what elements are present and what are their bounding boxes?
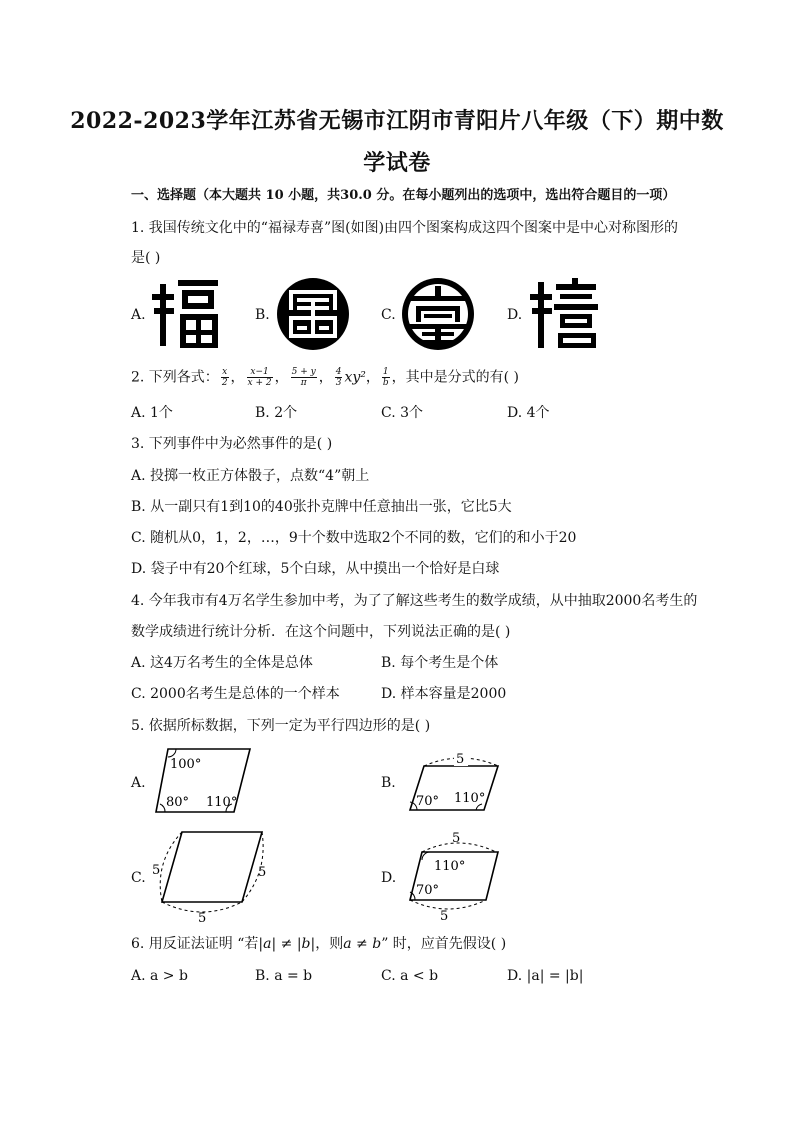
- q5-c-side-left: 5: [152, 863, 161, 878]
- q5-d-angle-top: 110°: [434, 859, 466, 874]
- q4-stem-line2: 数学成绩进行统计分析．在这个问题中，下列说法正确的是( ): [131, 624, 511, 640]
- exam-title-line1: 2022-2023学年江苏省无锡市江阴市青阳片八年级（下）期中数: [70, 108, 724, 134]
- q3-stem: 3. 下列事件中为必然事件的是( ): [131, 436, 333, 452]
- lu-character-icon: [275, 276, 351, 352]
- xi-character-icon: [528, 276, 604, 352]
- q1-stem-line1: 1. 我国传统文化中的“福禄寿喜”图(如图)由四个图案构成这四个图案中是中心对称图形的: [131, 220, 679, 236]
- q2-fraction-1-num: x: [222, 367, 228, 377]
- q6-option-c: C. a < b: [381, 968, 439, 984]
- q2-prefix: 2. 下列各式：: [131, 369, 219, 386]
- q5-option-d-label: D.: [381, 870, 397, 886]
- exam-title-line2: 学试卷: [363, 150, 431, 176]
- fu-character-icon: [150, 276, 226, 352]
- q2-option-b: B. 2个: [255, 405, 298, 421]
- q4-option-c: C. 2000名考生是总体的一个样本: [131, 686, 340, 702]
- q5-figure-d: [402, 828, 506, 926]
- q1-option-d-label: D.: [507, 307, 523, 323]
- q5-stem: 5. 依据所标数据，下列一定为平行四边形的是( ): [131, 718, 431, 734]
- q6-stem: [131, 934, 506, 954]
- shou-character-icon: [400, 276, 476, 352]
- q5-a-angle-top: 100°: [170, 757, 202, 772]
- q5-a-angle-bottom-right: 110°: [206, 795, 238, 810]
- q5-b-side-top: 5: [456, 752, 465, 767]
- q2-fraction-2-num: x−1: [247, 367, 273, 378]
- q6-stem-post: ” 时，应首先假设( ): [381, 936, 507, 952]
- q2-option-a: A. 1个: [131, 405, 173, 421]
- q5-figure-a: [152, 744, 258, 816]
- q5-a-angle-bottom-left: 80°: [166, 795, 190, 810]
- q6-stem-mid: ，则: [315, 936, 344, 952]
- q1-option-b-label: B.: [255, 307, 270, 323]
- q4-option-d: D. 样本容量是2000: [381, 686, 507, 702]
- q3-option-b: B. 从一副只有1到10的40张扑克牌中任意抽出一张，它比5大: [131, 499, 512, 515]
- q2-fraction-3-den: π: [300, 378, 307, 388]
- q1-option-c-label: C.: [381, 307, 396, 323]
- q2-fraction-1-den: 2: [221, 378, 228, 388]
- q3-option-a: A. 投掷一枚正方体骰子，点数“4”朝上: [131, 468, 370, 484]
- q2-option-d: D. 4个: [507, 405, 550, 421]
- q4-stem-line1: 4. 今年我市有4万名学生参加中考，为了了解这些考生的数学成绩，从中抽取2000名考生的: [131, 593, 698, 609]
- q6-stem-pre: 6. 用反证法证明 “若: [131, 936, 259, 952]
- q6-option-d: D. |a| = |b|: [507, 968, 584, 984]
- q2-stem: 2. 下列各式： $\frac{x}{2}$ ， $\frac{x-1}{x + 2}$ ， $\frac{5 + y}{\pi}$ ， $\frac{4}{3}$ xy²， $\frac{1}{b}$ ，其中是分式的有( ): [131, 367, 519, 388]
- q4-option-a: A. 这4万名考生的全体是总体: [131, 655, 313, 671]
- q5-option-a-label: A.: [131, 775, 146, 791]
- q5-b-angle-left: 70°: [416, 794, 440, 809]
- q2-fraction-4-den: b: [382, 378, 389, 388]
- q5-d-angle-bottom: 70°: [416, 883, 440, 898]
- q2-fraction-3-num: 5 + y: [291, 367, 316, 377]
- q2-fraction-1: [221, 367, 229, 388]
- q5-option-c-label: C.: [131, 870, 146, 886]
- q5-option-b-label: B.: [381, 775, 396, 791]
- q5-d-side-bottom: 5: [440, 909, 449, 924]
- q2-mono-coef: [335, 367, 343, 388]
- q2-mono-coef-den: 3: [335, 378, 342, 388]
- q3-option-c: C. 随机从0，1，2，…，9十个数中选取2个不同的数，它们的和小于20: [131, 530, 577, 546]
- q1-option-a-label: A.: [131, 307, 146, 323]
- q2-mono-body: xy²: [344, 369, 366, 386]
- q6-option-a: A. a > b: [131, 968, 188, 984]
- q2-fraction-2-den: x + 2: [247, 378, 272, 388]
- q2-fraction-3: [291, 367, 317, 388]
- q2-option-c: C. 3个: [381, 405, 424, 421]
- q6-condition: |a| ≠ |b|: [258, 936, 316, 952]
- q2-mono-coef-num: 4: [335, 367, 342, 377]
- q2-fraction-4: [382, 367, 390, 388]
- q6-option-b: B. a = b: [255, 968, 313, 984]
- q6-conclusion: a ≠ b: [343, 936, 382, 952]
- q2-fraction-2: [247, 367, 273, 388]
- q2-suffix: ，其中是分式的有( ): [391, 369, 519, 386]
- q4-option-b: B. 每个考生是个体: [381, 655, 499, 671]
- q2-fraction-4-num: 1: [382, 367, 389, 377]
- q5-c-side-bottom: 5: [198, 911, 207, 924]
- q5-b-angle-right: 110°: [454, 791, 486, 806]
- q5-d-side-top: 5: [452, 831, 461, 846]
- q3-option-d: D. 袋子中有20个红球，5个白球，从中摸出一个恰好是白球: [131, 561, 500, 577]
- section-heading: 一、选择题（本大题共 10 小题，共30.0 分。在每小题列出的选项中，选出符合题目的一项）: [131, 188, 676, 203]
- q1-stem-line2: 是( ): [131, 250, 161, 266]
- q5-figure-c: [148, 826, 268, 924]
- q5-figure-b: [404, 748, 504, 814]
- q5-c-side-right: 5: [258, 865, 267, 880]
